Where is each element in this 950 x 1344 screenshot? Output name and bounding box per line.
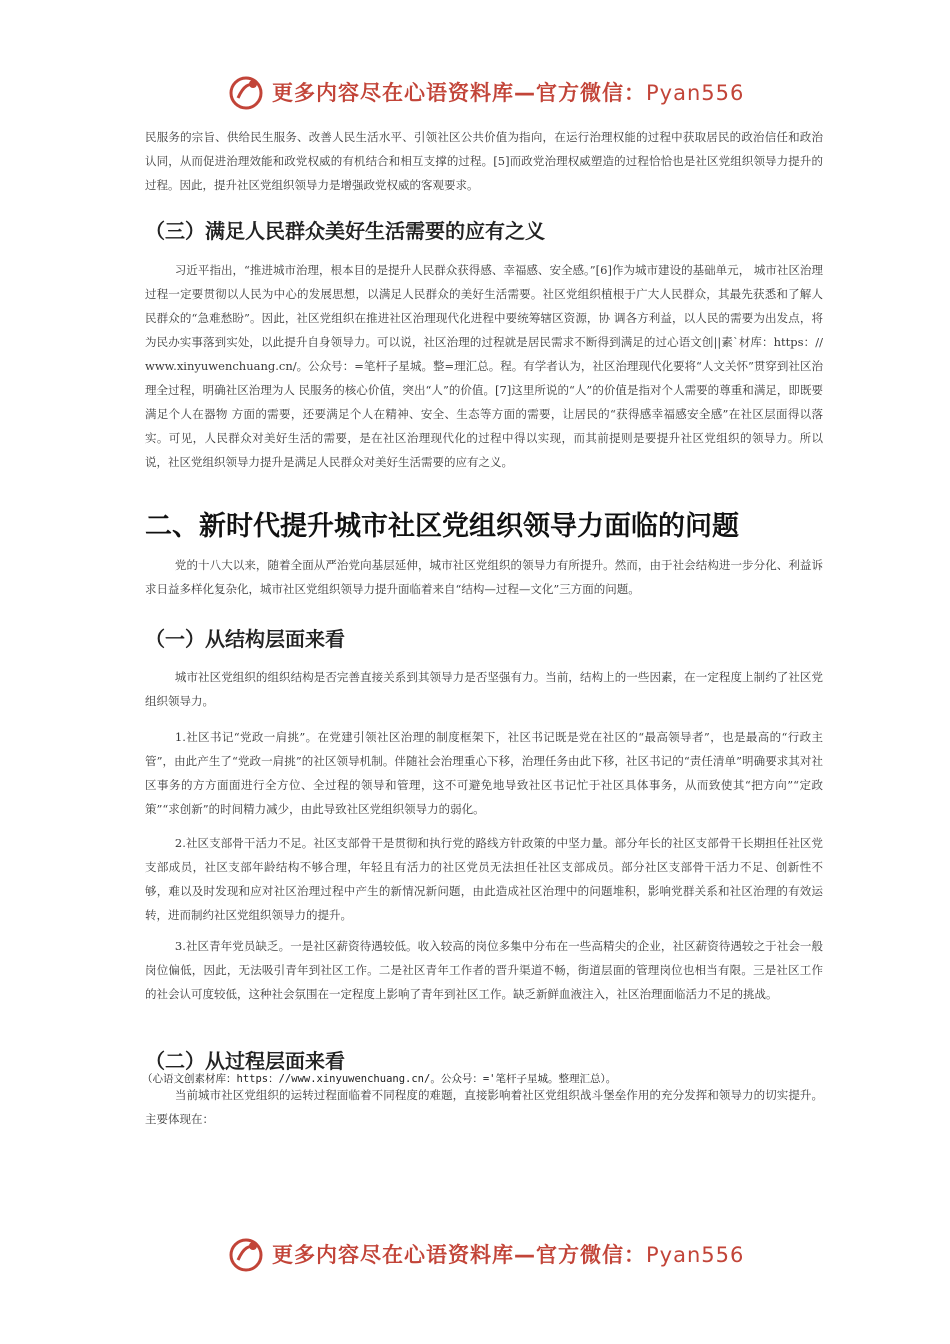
section-3-block xyxy=(145,258,823,474)
list-item xyxy=(145,831,823,927)
paragraph: 城市社区党组织的组织结构是否完善直接关系到其领导力是否坚强有力。当前，结构上的一些因素，在一定程度上制约了社区党组织领导力。 xyxy=(145,670,823,708)
section-heading: （一）从结构层面来看 xyxy=(145,627,345,651)
paragraph: 党的十八大以来，随着全面从严治党向基层延伸，城市社区党组织的领导力有所提升。然而，由于社会结构进一步分化、利益诉求日益多样化复杂化，城市社区党组织领导力提升面临着来自“结构—过程—文化”三方面的问题。 xyxy=(145,558,823,596)
source-note: （心语文创素材库：https：//www.xinyuwenchuang.cn/。公众号：='笔杆子星城。整理汇总）。 xyxy=(142,1073,617,1085)
paragraph: 当前城市社区党组织的运转过程面临着不同程度的难题，直接影响着社区党组织战斗堡垒作用的充分发挥和领导力的切实提升。主要体现在： xyxy=(145,1088,823,1126)
intro-block xyxy=(145,125,823,197)
paragraph: 2.社区支部骨干活力不足。社区支部骨干是贯彻和执行党的路线方针政策的中坚力量。部分年长的社区支部骨干长期担任社区党支部成员，社区支部年龄结构不够合理，年轻且有活力的社区党员无法担任社区支部成员。部分社区支部骨干活力不足、创新性不够，难以及时发现和应对社区治理过程中产生的新情况新问题，由此造成社区治理中的问题堆积，影响党群关系和社区治理的有效运转，进而制约社区党组织领导力的提升。 xyxy=(145,836,823,922)
banner-text: 更多内容尽在心语资料库—官方微信：Pyan556 xyxy=(272,81,745,105)
section-heading: （二）从过程层面来看 xyxy=(145,1049,345,1073)
chapter-2-block xyxy=(145,553,823,601)
chapter-heading: 二、新时代提升城市社区党组织领导力面临的问题 xyxy=(145,511,739,542)
sub-1-intro xyxy=(145,665,823,713)
paragraph: 1.社区书记“党政一肩挑”。在党建引领社区治理的制度框架下，社区书记既是党在社区的“最高领导者”，也是最高的“行政主管”，由此产生了“党政一肩挑”的社区领导机制。伴随社会治理重心下移，治理任务由此下移，社区书记的“责任清单”明确要求其对社区事务的方方面面进行全方位、全过程的领导和管理，这不可避免地导致社区书记忙于社区具体事务，从而致使其“把方向”“定政策”“求创新”的时间精力减少，由此导致社区党组织领导力的弱化。 xyxy=(145,730,823,816)
paragraph: 3.社区青年党员缺乏。一是社区薪资待遇较低。收入较高的岗位多集中分布在一些高精尖的企业，社区薪资待遇较之于社会一般岗位偏低，因此，无法吸引青年到社区工作。二是社区青年工作者的晋升渠道不畅，街道层面的管理岗位也相当有限。三是社区工作的社会认可度较低，这种社会氛围在一定程度上影响了青年到社区工作。缺乏新鲜血液注入，社区治理面临活力不足的挑战。 xyxy=(145,939,823,1001)
list-item xyxy=(145,725,823,821)
section-heading: （三）满足人民群众美好生活需要的应有之义 xyxy=(145,219,545,243)
paragraph: 习近平指出，“推进城市治理，根本目的是提升人民群众获得感、幸福感、安全感。”[6]作为城市建设的基础单元， 城市社区治理过程一定要贯彻以人民为中心的发展思想，以满足人民群众的美好生活需要。社区党组织植根于广大人民群众，其最先获悉和了解人民群众的“急难愁盼”。因此，社区党组织在推进社区治理现代化进程中要统筹辖区资源，协 调各方利益，以人民的需要为出发点，将为民办实事落到实处，以此提升自身领导力。可以说，社区治理的过程就是居民需求不断得到满足的过心语文创||素`材库：https：//www.xinyuwenchuang.cn/。公众号：=笔杆子星城。整=理汇总。程。有学者认为，社区治理现代化要将“人文关怀”贯穿到社区治理全过程，明确社区治理为人 民服务的核心价值，突出“人”的价值。[7]这里所说的“人”的价值是指对个人需要的尊重和满足，即既要满足个人在器物 方面的需要，还要满足个人在精神、安全、生态等方面的需要，让居民的“获得感幸福感安全感”在社区层面得以落实。可见，人民群众对美好生活的需要，是在社区治理现代化的过程中得以实现，而其前提则是要提升社区党组织的领导力。所以说，社区党组织领导力提升是满足人民群众对美好生活需要的应有之义。 xyxy=(145,263,823,469)
logo-icon xyxy=(226,1234,266,1274)
sub-2-block xyxy=(145,1083,823,1131)
footer-banner xyxy=(226,1234,746,1274)
logo-icon xyxy=(226,72,266,112)
header-banner xyxy=(226,72,746,112)
banner-wechat: Pyan556 xyxy=(646,81,745,105)
banner-wechat: Pyan556 xyxy=(646,1243,745,1267)
paragraph: 民服务的宗旨、供给民生服务、改善人民生活水平、引领社区公共价值为指向，在运行治理权能的过程中获取居民的政治信任和政治认同，从而促进治理效能和政党权威的有机结合和相互支撑的过程。[5]而政党治理权威塑造的过程恰恰也是社区党组织领导力提升的过程。因此，提升社区党组织领导力是增强政党权威的客观要求。 xyxy=(145,130,823,192)
banner-text: 更多内容尽在心语资料库—官方微信：Pyan556 xyxy=(272,1243,745,1267)
list-item xyxy=(145,934,823,1006)
